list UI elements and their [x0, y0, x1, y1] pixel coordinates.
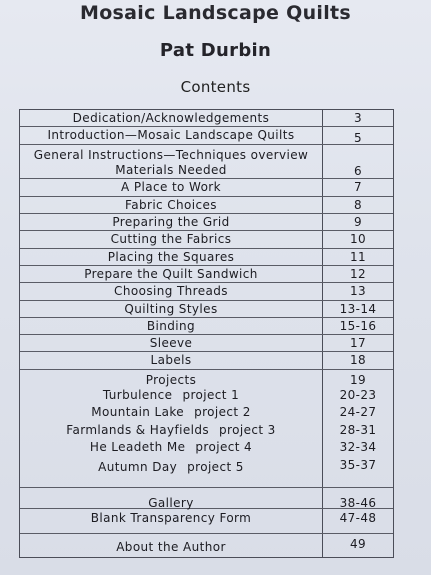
toc-page-number: 19 — [349, 373, 367, 387]
toc-entry-title: Preparing the Grid — [112, 215, 230, 229]
toc-row — [20, 179, 393, 197]
toc-entry-title: About the Author — [116, 540, 226, 554]
toc-page-number: 24-27 — [339, 405, 377, 419]
toc-entry — [20, 148, 322, 162]
toc-page-number: 8 — [353, 198, 363, 212]
toc-row — [20, 162, 393, 179]
toc-row — [20, 231, 393, 249]
table-of-contents — [19, 109, 394, 558]
toc-row — [20, 214, 393, 231]
toc-page-number: 6 — [353, 164, 363, 178]
toc-row — [20, 458, 393, 488]
toc-page-number: 28-31 — [339, 423, 377, 437]
contents-heading: Contents — [180, 78, 251, 96]
toc-row — [20, 283, 393, 301]
toc-entry-title: Autumn Day — [98, 460, 178, 474]
toc-page-number: 49 — [349, 537, 367, 551]
toc-row — [20, 197, 393, 214]
toc-entry — [20, 540, 322, 554]
toc-row — [20, 318, 393, 335]
toc-page-number: 13-14 — [339, 302, 377, 316]
toc-entry — [20, 405, 322, 419]
toc-row — [20, 534, 393, 557]
toc-entry — [20, 163, 322, 177]
toc-entry — [20, 215, 322, 229]
toc-page-number: 9 — [353, 215, 363, 229]
toc-row — [20, 249, 393, 266]
toc-entry — [20, 198, 322, 212]
toc-entry-title: Labels — [150, 353, 192, 367]
toc-entry — [20, 336, 322, 350]
toc-entry-title: Fabric Choices — [125, 198, 217, 212]
toc-entry-title: Introduction—Mosaic Landscape Quilts — [47, 128, 295, 142]
toc-entry — [20, 388, 322, 402]
toc-entry — [20, 284, 322, 298]
toc-page-number: 5 — [353, 131, 363, 145]
toc-page-number: 17 — [349, 336, 367, 350]
toc-page-number: 7 — [353, 180, 363, 194]
author-name: Pat Durbin — [159, 40, 272, 61]
toc-entry-title: Choosing Threads — [114, 284, 228, 298]
toc-row — [20, 266, 393, 283]
toc-entry-title: Placing the Squares — [107, 250, 235, 264]
toc-row — [20, 405, 393, 423]
toc-entry — [20, 460, 322, 474]
toc-entry-title: Blank Transparency Form — [90, 511, 252, 525]
toc-page-number: 18 — [349, 353, 367, 367]
toc-entry-title: General Instructions—Techniques overview — [33, 148, 309, 162]
toc-entry — [20, 319, 322, 333]
toc-entry-project-number: project 3 — [219, 423, 276, 437]
toc-entry — [20, 511, 322, 525]
toc-entry-title: Dedication/Acknowledgements — [72, 111, 270, 125]
toc-entry — [20, 496, 322, 510]
toc-row — [20, 301, 393, 318]
toc-entry — [20, 373, 322, 387]
toc-entry — [20, 302, 322, 316]
toc-row — [20, 370, 393, 388]
toc-page-number: 35-37 — [339, 458, 377, 472]
toc-entry-title: Gallery — [148, 496, 194, 510]
toc-entry — [20, 111, 322, 125]
toc-page-number: 11 — [349, 250, 367, 264]
toc-entry-title: Projects — [145, 373, 197, 387]
toc-page-number: 32-34 — [339, 440, 377, 454]
toc-entry-title: Mountain Lake — [91, 405, 185, 419]
toc-page-number: 47-48 — [339, 511, 377, 525]
toc-entry-project-number: project 1 — [182, 388, 240, 402]
toc-row — [20, 488, 393, 509]
toc-row — [20, 352, 393, 370]
toc-entry-title: Cutting the Fabrics — [110, 232, 232, 246]
toc-entry-title: Binding — [146, 319, 196, 333]
toc-page-number: 12 — [349, 267, 367, 281]
toc-row — [20, 388, 393, 405]
toc-entry — [20, 180, 322, 194]
toc-row — [20, 127, 393, 145]
toc-entry-title: A Place to Work — [121, 180, 221, 194]
toc-entry-project-number: project 2 — [194, 405, 251, 419]
toc-entry — [20, 353, 322, 367]
toc-row — [20, 145, 393, 162]
book-title: Mosaic Landscape Quilts — [79, 2, 352, 24]
toc-row — [20, 423, 393, 440]
toc-entry — [20, 128, 322, 142]
toc-row — [20, 335, 393, 352]
toc-row — [20, 509, 393, 534]
toc-page-number: 3 — [353, 111, 363, 125]
toc-page-number: 10 — [349, 232, 367, 246]
toc-entry-title: Farmlands & Hayfields — [66, 423, 210, 437]
toc-entry-project-number: project 4 — [195, 440, 253, 454]
toc-entry — [20, 440, 322, 454]
toc-page-number: 38-46 — [339, 496, 377, 510]
toc-row — [20, 440, 393, 458]
toc-entry — [20, 232, 322, 246]
toc-entry — [20, 423, 322, 437]
toc-entry-title: Prepare the Quilt Sandwich — [84, 267, 258, 281]
toc-page-number: 13 — [349, 284, 367, 298]
toc-entry — [20, 250, 322, 264]
toc-page-number: 20-23 — [339, 388, 377, 402]
toc-entry-title: Quilting Styles — [124, 302, 218, 316]
toc-entry-title: He Leadeth Me — [89, 440, 186, 454]
toc-entry — [20, 267, 322, 281]
toc-entry-title: Turbulence — [102, 388, 173, 402]
toc-page-number: 15-16 — [339, 319, 377, 333]
toc-entry-title: Materials Needed — [115, 163, 227, 177]
toc-entry-title: Sleeve — [149, 336, 193, 350]
toc-row — [20, 110, 393, 127]
toc-entry-project-number: project 5 — [187, 460, 244, 474]
